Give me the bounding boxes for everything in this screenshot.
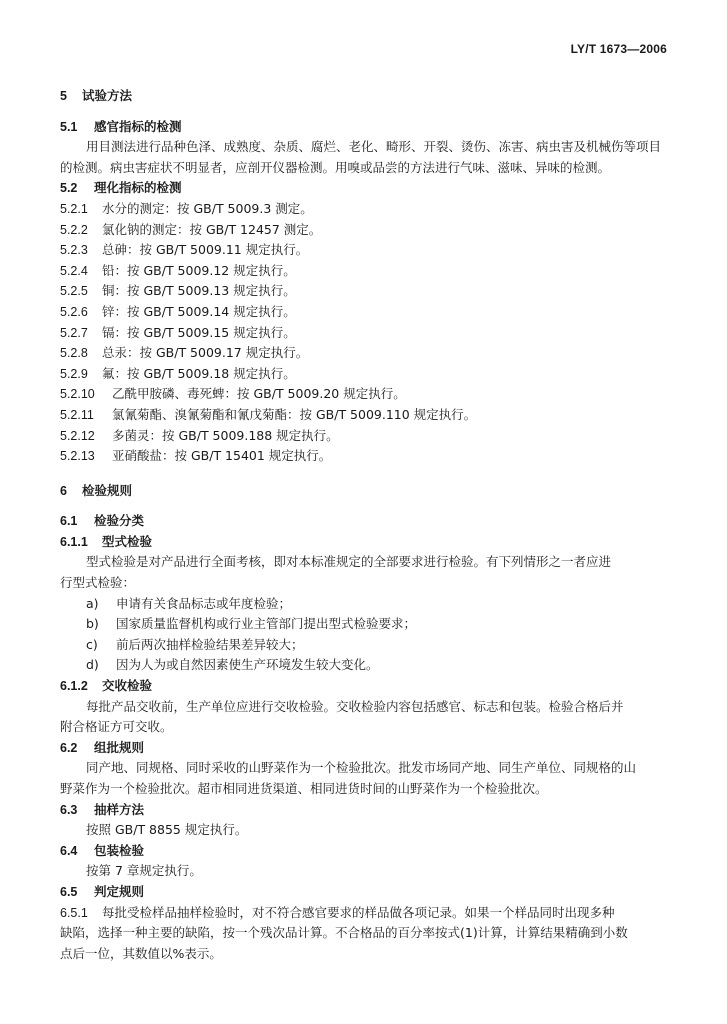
- section-number: 6.1.1: [60, 534, 88, 549]
- section-title: 检验规则: [82, 482, 133, 498]
- test-item-row: [60, 426, 663, 447]
- item-text: 铜：按 GB/T 5009.13 规定执行。: [102, 283, 296, 299]
- section-title: 型式检验: [102, 533, 153, 549]
- section-number: 5.2: [60, 181, 78, 196]
- item-number: 5.2.3: [60, 243, 88, 258]
- paragraph-line: 点后一位，其数值以%表示。: [60, 945, 222, 961]
- paragraph-line: 型式检验是对产品进行全面考核，即对本标准规定的全部要求进行检验。有下列情形之一者应进: [86, 554, 612, 570]
- list-text: 申请有关食品标志或年度检验；: [116, 595, 292, 611]
- section-title: 判定规则: [94, 883, 145, 899]
- test-item-row: [60, 323, 663, 344]
- list-marker: c): [86, 636, 98, 652]
- test-item-row: [60, 281, 663, 302]
- section-5-2-items: [60, 199, 663, 467]
- item-text: 氯氰菊酯、溴氰菊酯和氰戊菊酯：按 GB/T 5009.110 规定执行。: [112, 406, 477, 422]
- list-text: 前后两次抽样检验结果差异较大；: [116, 636, 304, 652]
- section-title: 抽样方法: [94, 801, 145, 817]
- list-text: 国家质量监督机构或行业主管部门提出型式检验要求；: [116, 616, 417, 632]
- section-number: 6.1.2: [60, 679, 88, 694]
- section-title: 组批规则: [94, 739, 145, 755]
- section-number: 6.1: [60, 514, 78, 529]
- list-marker: a): [86, 595, 99, 611]
- paragraph-line: 的检测。病虫害症状不明显者，应剖开仪器检测。用嗅或品尝的方法进行气味、滋味、异味的检测。: [60, 159, 611, 175]
- section-6-1-heading: [60, 511, 663, 532]
- section-number: 5: [60, 89, 67, 103]
- test-item-row: [60, 384, 663, 405]
- paragraph-line: 按第 7 章规定执行。: [86, 863, 202, 879]
- section-title: 理化指标的检测: [94, 180, 182, 196]
- standard-code: LY/T 1673—2006: [570, 42, 667, 56]
- item-number: 5.2.2: [60, 222, 88, 237]
- section-5-heading: [60, 86, 663, 107]
- section-title: 感官指标的检测: [94, 118, 182, 134]
- item-number: 5.2.10: [60, 387, 95, 402]
- test-item-row: [60, 220, 663, 241]
- test-item-row: [60, 199, 663, 220]
- item-text: 镉：按 GB/T 5009.15 规定执行。: [102, 324, 296, 340]
- item-text: 总汞：按 GB/T 5009.17 规定执行。: [102, 345, 309, 361]
- item-number: 5.2.1: [60, 201, 88, 216]
- item-text: 水分的测定：按 GB/T 5009.3 测定。: [102, 200, 313, 216]
- section-6-1-1-heading: [60, 532, 663, 553]
- test-item-row: [60, 446, 663, 467]
- paragraph-line: 用目测法进行品种色泽、成熟度、杂质、腐烂、老化、畸形、开裂、烫伤、冻害、病虫害及机械伤等项目: [86, 139, 662, 155]
- section-6-heading: [60, 481, 663, 502]
- section-title: 包装检验: [94, 842, 145, 858]
- section-6-1-2-heading: [60, 676, 663, 697]
- paragraph-line: 附合格证方可交收。: [60, 719, 173, 735]
- item-number: 5.2.13: [60, 449, 95, 464]
- paragraph-line: 行型式检验：: [60, 575, 136, 591]
- item-number: 5.2.7: [60, 325, 88, 340]
- section-title: 试验方法: [82, 88, 133, 103]
- item-text: 铅：按 GB/T 5009.12 规定执行。: [102, 262, 296, 278]
- list-item: [60, 614, 663, 635]
- paragraph-line: 野菜作为一个检验批次。超市相同进货渠道、相同进货时间的山野菜作为一个检验批次。: [60, 781, 548, 796]
- test-item-row: [60, 261, 663, 282]
- section-title: 交收检验: [102, 678, 153, 694]
- list-item: [60, 655, 663, 676]
- item-text: 总砷：按 GB/T 5009.11 规定执行。: [102, 242, 309, 258]
- test-item-row: [60, 364, 663, 385]
- paragraph-line: 每批产品交收前，生产单位应进行交收检验。交收检验内容包括感官、标志和包装。检验合格后并: [86, 698, 624, 714]
- section-number: 5.1: [60, 119, 78, 134]
- list-item: [60, 635, 663, 656]
- list-text: 因为人为或自然因素使生产环境发生较大变化。: [116, 657, 379, 673]
- item-text: 乙酰甲胺磷、毒死蜱：按 GB/T 5009.20 规定执行。: [112, 386, 406, 402]
- section-6-3-heading: [60, 800, 663, 821]
- test-item-row: [60, 405, 663, 426]
- paragraph-line: 缺陷，选择一种主要的缺陷，按一个残次品计算。不合格品的百分率按式(1)计算，计算结果精确到小数: [60, 925, 628, 941]
- section-6-2-heading: [60, 738, 663, 759]
- section-number: 6.5: [60, 884, 78, 899]
- item-number: 5.2.4: [60, 263, 88, 278]
- section-number: 6.3: [60, 802, 78, 817]
- paragraph-line: 同产地、同规格、同时采收的山野菜作为一个检验批次。批发市场同产地、同生产单位、同规格的山: [86, 760, 637, 776]
- test-item-row: [60, 302, 663, 323]
- item-number: 5.2.6: [60, 304, 88, 319]
- item-text: 锌：按 GB/T 5009.14 规定执行。: [102, 303, 296, 319]
- item-number: 5.2.8: [60, 346, 88, 361]
- paragraph-line: 6.5.1 每批受检样品抽样检验时，对不符合感官要求的样品做各项记录。如果一个样品同时出现多种: [60, 903, 663, 924]
- section-6-5-heading: [60, 882, 663, 903]
- item-number: 5.2.12: [60, 428, 95, 443]
- paragraph-line: 按照 GB/T 8855 规定执行。: [86, 822, 248, 838]
- item-number: 5.2.9: [60, 366, 88, 381]
- inspection-conditions-list: [60, 594, 663, 676]
- section-6-4-heading: [60, 841, 663, 862]
- list-marker: b): [86, 616, 99, 632]
- test-item-row: [60, 343, 663, 364]
- item-number: 5.2.11: [60, 407, 94, 422]
- item-text: 亚硝酸盐：按 GB/T 15401 规定执行。: [112, 448, 332, 464]
- section-5-2-heading: [60, 178, 663, 199]
- section-number: 6.4: [60, 843, 78, 858]
- item-number: 5.2.5: [60, 284, 88, 299]
- section-5-1-heading: [60, 117, 663, 138]
- list-item: [60, 594, 663, 615]
- section-title: 检验分类: [94, 513, 145, 529]
- test-item-row: [60, 240, 663, 261]
- section-number: 6.2: [60, 740, 78, 755]
- section-number: 6.5.1: [60, 905, 88, 920]
- section-number: 6: [60, 483, 67, 498]
- item-text: 氟：按 GB/T 5009.18 规定执行。: [102, 365, 296, 381]
- list-marker: d): [86, 657, 99, 673]
- item-text: 氯化钠的测定：按 GB/T 12457 测定。: [102, 221, 322, 237]
- item-text: 多菌灵：按 GB/T 5009.188 规定执行。: [112, 427, 339, 443]
